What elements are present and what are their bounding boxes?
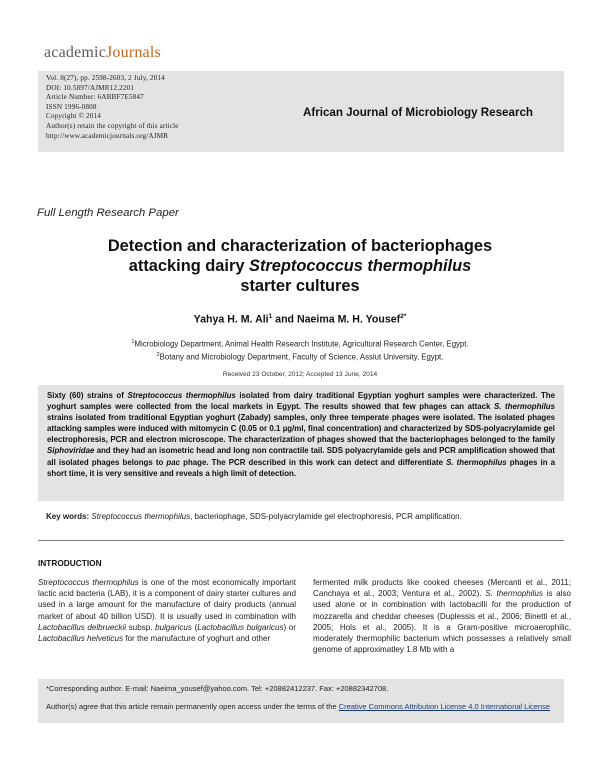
license-text: Author(s) agree that this article remain permanently open access under the terms of the [46, 702, 339, 711]
title-line-1: Detection and characterization of bacteriophages [107, 237, 493, 255]
introduction-right-column: fermented milk products like cooked cheeses (Mercanti et al., 2011; Canchaya et al., 2003; Ventura et al., 2002). S. thermophilus is also used alone or in combination with lactobacilli for the production of mozzarella and cheddar cheeses (Duplessis et al., 2006; Binetti et al., 2005; Hols et al., 2005). It is a Gram-positive microaerophilic, moderately thermophilic bacterium which possesses a relatively small genome of approximatley 1.8 Mb with a [313, 578, 571, 655]
abstract-box [38, 385, 564, 501]
meta-journal-url[interactable]: http://www.academicjournals.org/AJMR [46, 131, 169, 140]
author-1: Yahya H. M. Ali [193, 313, 269, 326]
received-accepted-dates: Received 23 October, 2012; Accepted 13 June, 2014 [222, 371, 378, 378]
logo-part-journals: Journals [106, 44, 161, 61]
license-link[interactable]: Creative Commons Attribution License 4.0 International License [338, 702, 551, 711]
introduction-left-column: Streptococcus thermophilus is one of the most economically important lactic acid bacteria (LAB), it is a component of dairy starter cultures and used in a large amount for the manufacture of dairy products (annual market of about 40 billion USD). It is usually used in combination with Lactobacillus delbrueckii subsp. bulgaricus (Lactobacillus bulgaricus) or Lactobacillus helveticus for the manufacture of yoghurt and other [38, 578, 297, 644]
meta-volume: Vol. 8(27), pp. 2598-2603, 2 July, 2014 [46, 74, 165, 82]
affiliation-2-sup: 2 [156, 351, 160, 358]
journal-name: African Journal of Microbiology Research [303, 106, 533, 119]
introduction-heading: INTRODUCTION [38, 558, 102, 568]
title-species: Streptococcus thermophilus [249, 257, 472, 275]
author-2: Naeima M. H. Yousef [296, 313, 401, 326]
meta-issn: ISSN 1996-0808 [46, 102, 97, 111]
affiliations [40, 337, 560, 362]
meta-doi[interactable]: DOI: 10.5897/AJMR12.2201 [46, 83, 135, 92]
keyword-species: Streptococcus thermophilus [91, 512, 191, 521]
logo-part-academic: academic [44, 44, 106, 61]
author-2-affil: 2* [400, 313, 407, 320]
keywords [46, 511, 556, 522]
abstract-text: Sixty (60) strains of Streptococcus thermophilus isolated from dairy traditional Egyptian yoghurt samples were characterized. The yoghurt samples were collected from the local markets in Egypt. The results showed that few phages can attack S. thermophilus strains isolated from traditional Egyptian yoghurt (Zabady) samples, only three temperate phages were isolated. The isolated phages attacking samples were induced with mitomycin C (0.05 or 0.1 µg/ml, final concentration) and characterized by SDS-polyacrylamide gel electrophoresis, PCR and electron microscope. The characterization of phages showed that the bacteriophages belonged to the family Siphoviridae and they had an isometric head and long non contractile tail. SDS polyacrylamide gels and PCR amplification showed that all isolated phages belongs to pac phage. The PCR described in this work can detect and differentiate S. thermophilus phages in a short time, it is very sensitive and reveals a high limit of detection. [47, 391, 556, 478]
keywords-label: Key words: [46, 512, 90, 521]
title-line-2 [40, 256, 560, 276]
affiliation-2 [40, 350, 560, 363]
article-metadata [46, 74, 179, 141]
authors [40, 313, 560, 326]
paper-type: Full Length Research Paper [37, 207, 179, 219]
meta-article-number: Article Number: 6ABBF7E5847 [46, 93, 144, 102]
affiliation-1-sup: 1 [131, 339, 135, 345]
author-1-affil: 1 [268, 313, 273, 320]
section-divider [38, 540, 564, 541]
paper-title [40, 236, 560, 296]
authors-and: and [272, 313, 297, 326]
publisher-logo [44, 44, 161, 62]
meta-copyright-note: Author(s) retain the copyright of this article [46, 121, 179, 130]
keywords-rest: , bacteriophage, SDS-polyacrylamide gel electrophoresis, PCR amplification. [190, 512, 462, 521]
affiliation-2-text: Botany and Microbiology Department, Faculty of Science, Assiut University, Egypt. [159, 352, 444, 362]
title-line-2-text: attacking dairy [128, 257, 250, 275]
affiliation-1-text: Microbiology Department, Animal Health Research Institute, Agricultural Research Center, Egypt. [134, 339, 469, 349]
meta-copyright: Copyright © 2014 [46, 112, 101, 121]
title-line-3: starter cultures [240, 277, 360, 295]
affiliation-1 [40, 337, 560, 350]
license-note [46, 702, 558, 712]
corresponding-author-note: *Corresponding author. E-mail: Naeima_yousef@yahoo.com. Tel: +20882412237. Fax: +20882342708. [46, 684, 389, 693]
